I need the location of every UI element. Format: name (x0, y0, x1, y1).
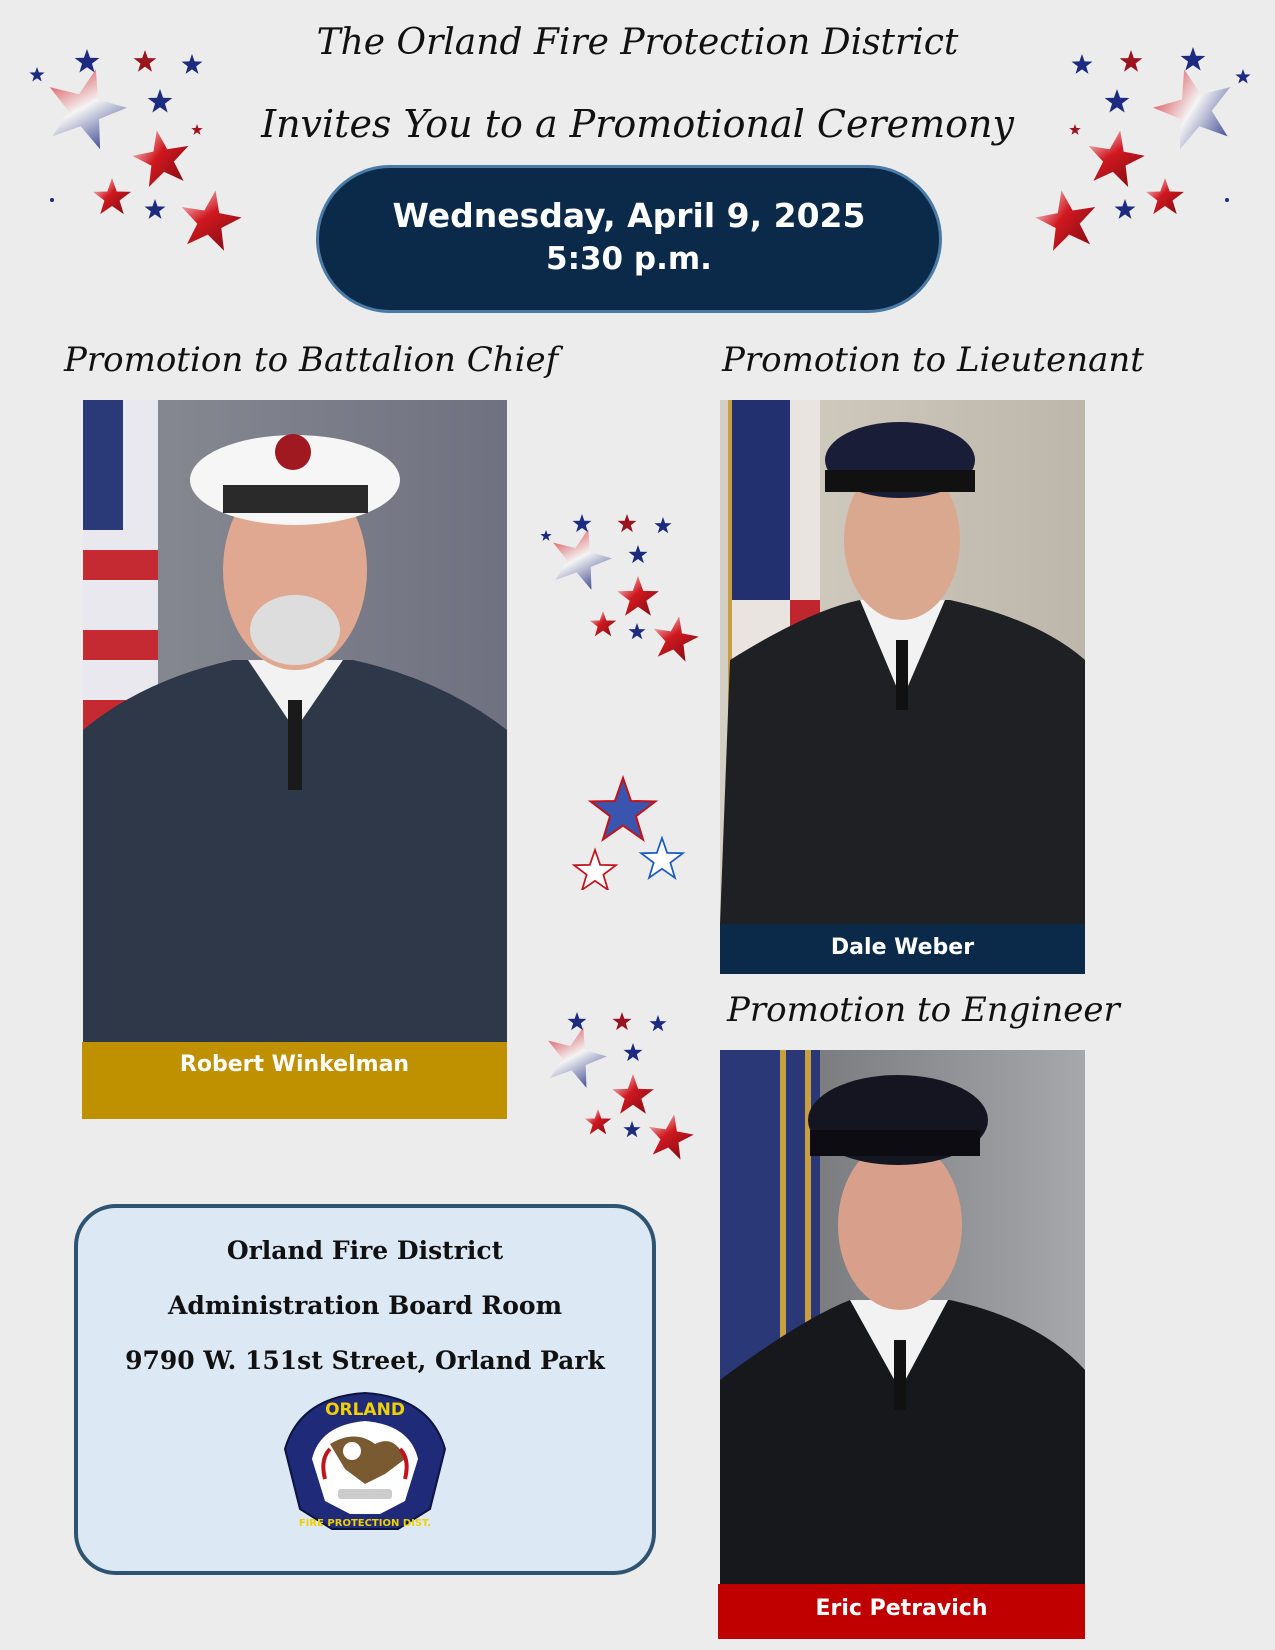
event-date: Wednesday, April 9, 2025 (392, 196, 866, 235)
name-dale-weber: Dale Weber (830, 935, 975, 960)
stars-outline-icon (565, 770, 695, 890)
location-room: Administration Board Room (167, 1291, 563, 1320)
stars-decoration-lower-icon (530, 1008, 700, 1168)
orland-fire-district-logo (280, 1389, 450, 1534)
heading-battalion-chief: Promotion to Battalion Chief (64, 340, 559, 380)
location-name: Orland Fire District (226, 1236, 504, 1265)
heading-lieutenant: Promotion to Lieutenant (722, 340, 1144, 380)
event-time: 5:30 p.m. (546, 241, 712, 277)
photo-dale-weber (720, 400, 1085, 924)
stars-decoration-right-icon (1025, 40, 1265, 260)
stars-decoration-left-icon (25, 40, 255, 260)
location-box (74, 1204, 656, 1575)
heading-engineer: Promotion to Engineer (727, 990, 1120, 1030)
stars-decoration-middle-icon (535, 510, 705, 670)
invitation-subtitle: Invites You to a Promotional Ceremony (261, 102, 1014, 146)
name-eric-petravich: Eric Petravich (815, 1596, 988, 1621)
photo-robert-winkelman (83, 400, 507, 1042)
name-bar-robert-winkelman (82, 1042, 507, 1119)
name-bar-eric-petravich (718, 1584, 1085, 1639)
svg-text:ORLAND: ORLAND (325, 1400, 405, 1420)
svg-text:FIRE PROTECTION DIST.: FIRE PROTECTION DIST. (298, 1518, 432, 1529)
event-datetime-banner (316, 165, 942, 313)
invitation-title: The Orland Fire Protection District (316, 22, 959, 63)
name-robert-winkelman: Robert Winkelman (179, 1052, 410, 1077)
location-address: 9790 W. 151st Street, Orland Park (125, 1346, 605, 1375)
photo-eric-petravich (720, 1050, 1085, 1584)
name-bar-dale-weber (720, 924, 1085, 974)
